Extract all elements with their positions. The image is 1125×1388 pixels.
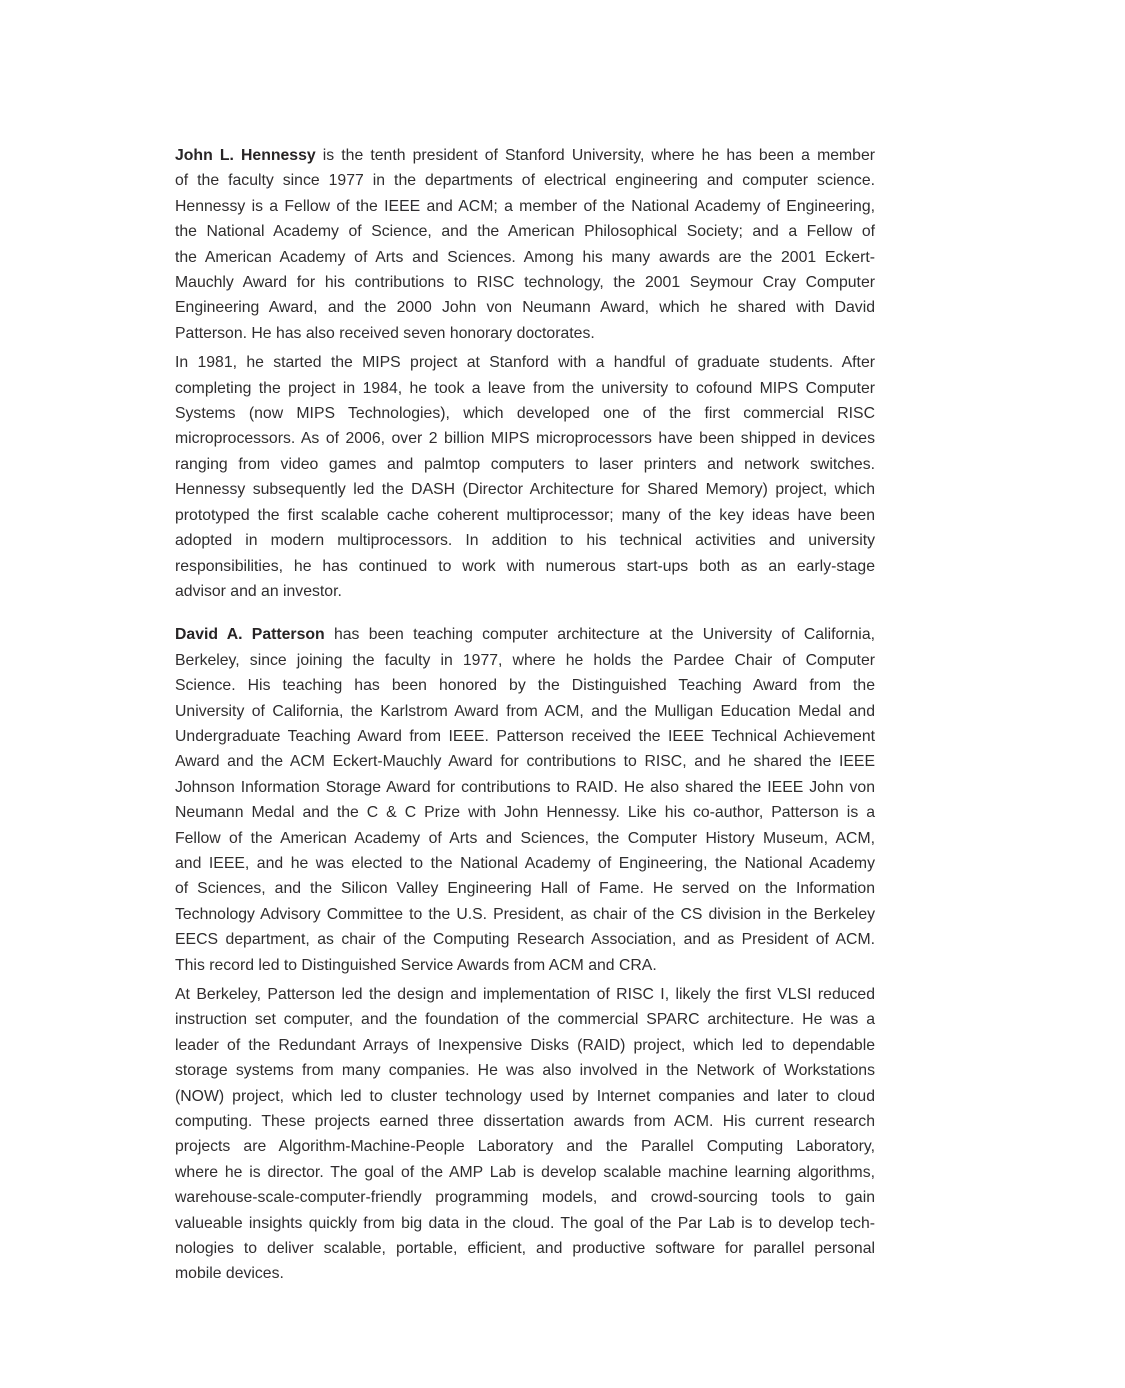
text-line: projects are Algorithm-Machine-People Laboratory and the Parallel Computing Laboratory, — [175, 1138, 875, 1156]
text-line: Undergraduate Teaching Award from IEEE. Patterson received the IEEE Technical Achievement — [175, 727, 875, 745]
text-line: (NOW) project, which led to cluster technology used by Internet companies and later to cloud — [175, 1087, 875, 1105]
text-line: Science. His teaching has been honored by the Distinguished Teaching Award from the — [175, 677, 875, 695]
bio-text-block — [175, 143, 875, 1287]
text-line: responsibilities, he has continued to work with numerous start-ups both as an early-stage — [175, 557, 875, 575]
text-line: Fellow of the American Academy of Arts and Sciences, the Computer History Museum, ACM, — [175, 829, 875, 847]
text-line: microprocessors. As of 2006, over 2 billion MIPS microprocessors have been shipped in devices — [175, 430, 875, 448]
text-line: the American Academy of Arts and Sciences. Among his many awards are the 2001 Eckert- — [175, 248, 875, 266]
text-line: University of California, the Karlstrom Award from ACM, and the Mulligan Education Medal and — [175, 702, 875, 720]
text-line: Hennessy is a Fellow of the IEEE and ACM; a member of the National Academy of Engineering, — [175, 197, 875, 215]
text-line: This record led to Distinguished Service Awards from ACM and CRA. — [175, 956, 657, 974]
bio-paragraph — [175, 143, 875, 346]
text-line: Patterson. He has also received seven honorary doctorates. — [175, 324, 595, 342]
line-text: has been teaching computer architecture at the University of California, — [333, 626, 875, 644]
text-line: completing the project in 1984, he took a leave from the university to cofound MIPS Computer — [175, 379, 875, 397]
text-line: warehouse-scale-computer-friendly programming models, and crowd-sourcing tools to gain — [175, 1189, 875, 1207]
text-line: nologies to deliver scalable, portable, efficient, and productive software for parallel personal — [175, 1240, 875, 1258]
text-line: valueable insights quickly from big data in the cloud. The goal of the Par Lab is to develop tech- — [175, 1214, 875, 1232]
text-line: and IEEE, and he was elected to the National Academy of Engineering, the National Academy — [175, 854, 875, 872]
text-line: EECS department, as chair of the Computing Research Association, and as President of ACM. — [175, 931, 875, 949]
bio-paragraph — [175, 982, 875, 1287]
text-line — [175, 143, 875, 168]
text-line: where he is director. The goal of the AMP Lab is develop scalable machine learning algorithms, — [175, 1163, 875, 1181]
text-line: advisor and an investor. — [175, 582, 342, 600]
text-line: the National Academy of Science, and the American Philosophical Society; and a Fellow of — [175, 223, 875, 241]
text-line: Hennessy subsequently led the DASH (Director Architecture for Shared Memory) project, which — [175, 481, 875, 499]
text-line: mobile devices. — [175, 1265, 284, 1283]
text-line: At Berkeley, Patterson led the design and implementation of RISC I, likely the first VLSI reduced — [175, 986, 875, 1003]
text-line: of Sciences, and the Silicon Valley Engineering Hall of Fame. He served on the Information — [175, 880, 875, 898]
text-line: instruction set computer, and the foundation of the commercial SPARC architecture. He was a — [175, 1011, 875, 1029]
text-line: Engineering Award, and the 2000 John von Neumann Award, which he shared with David — [175, 299, 875, 317]
line-text: is the tenth president of Stanford University, where he has been a member — [322, 147, 876, 164]
text-line: of the faculty since 1977 in the departments of electrical engineering and computer science. — [175, 172, 875, 190]
text-line: Mauchly Award for his contributions to RISC technology, the 2001 Seymour Cray Computer — [175, 274, 875, 292]
text-line — [175, 622, 875, 647]
text-line: In 1981, he started the MIPS project at Stanford with a handful of graduate students. After — [175, 354, 875, 372]
text-line: prototyped the first scalable cache coherent multiprocessor; many of the key ideas have been — [175, 506, 875, 524]
text-line: storage systems from many companies. He was also involved in the Network of Workstations — [175, 1062, 875, 1080]
text-line: adopted in modern multiprocessors. In addition to his technical activities and university — [175, 532, 875, 550]
author-name: David A. Patterson — [175, 626, 325, 644]
text-line: ranging from video games and palmtop computers to laser printers and network switches. — [175, 455, 875, 473]
bio-paragraph — [175, 350, 875, 604]
author-name: John L. Hennessy — [175, 147, 316, 164]
text-line: Award and the ACM Eckert-Mauchly Award for contributions to RISC, and he shared the IEEE — [175, 753, 875, 771]
text-line: Berkeley, since joining the faculty in 1977, where he holds the Pardee Chair of Computer — [175, 651, 875, 669]
text-line: Technology Advisory Committee to the U.S. President, as chair of the CS division in the Berkeley — [175, 905, 875, 923]
bio-paragraph — [175, 622, 875, 978]
text-line: Johnson Information Storage Award for contributions to RAID. He also shared the IEEE John von — [175, 778, 875, 796]
text-line: leader of the Redundant Arrays of Inexpensive Disks (RAID) project, which led to dependable — [175, 1036, 875, 1054]
text-line: Systems (now MIPS Technologies), which developed one of the first commercial RISC — [175, 405, 875, 423]
text-line: Neumann Medal and the C & C Prize with John Hennessy. Like his co-author, Patterson is a — [175, 804, 875, 822]
text-line: computing. These projects earned three dissertation awards from ACM. His current research — [175, 1113, 875, 1131]
